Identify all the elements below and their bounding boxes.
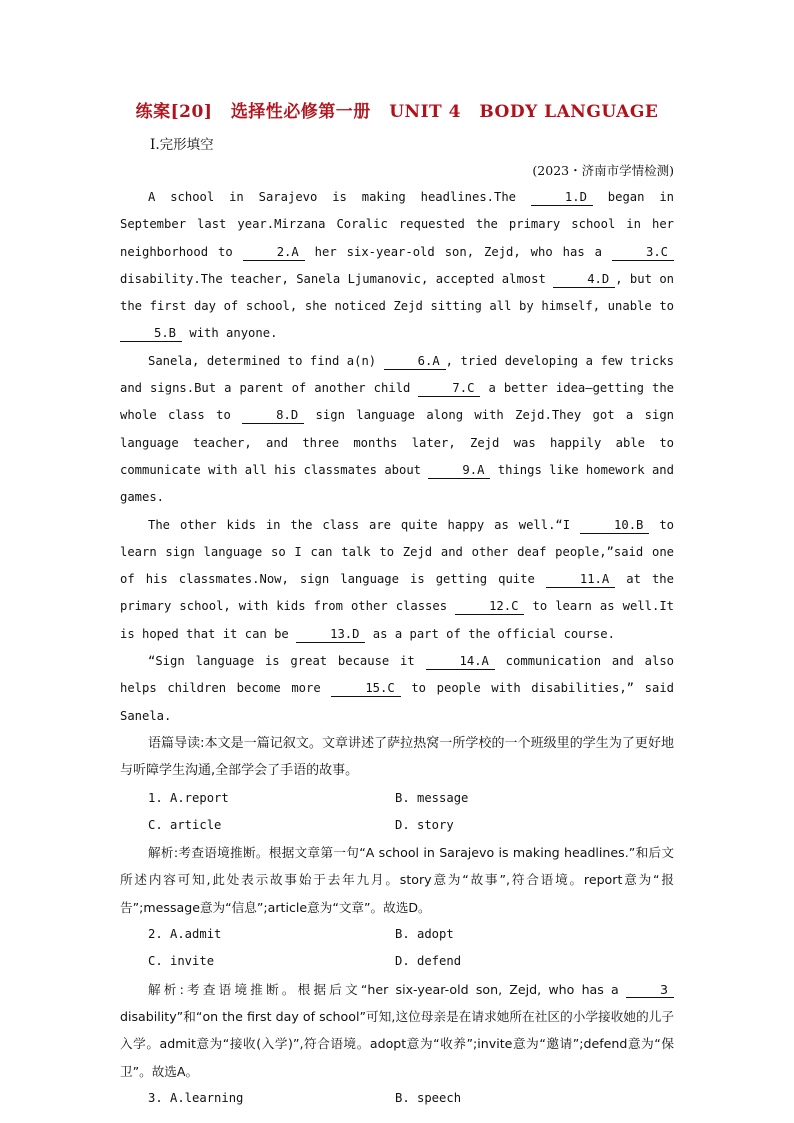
title-number: 练案[20] (135, 102, 213, 122)
reading-guide: 语篇导读:本文是一篇记叙文。文章讲述了萨拉热窝一所学校的一个班级里的学生为了更好地与听障学生沟通,全部学会了手语的故事。 (120, 735, 674, 779)
option-2b: B. adopt (395, 927, 454, 942)
answer-blank-8: 8.D (242, 408, 304, 424)
answer-blank-4: 4.D (553, 272, 615, 288)
title-topic: BODY LANGUAGE (479, 102, 659, 122)
answer-blank-1: 1.D (531, 190, 593, 206)
passage-paragraph-4: “Sign language is great because it 14.A communication and also helps children become more 15.C to people with disabilities,” said Sanela. (120, 654, 675, 723)
answer-blank-7: 7.C (418, 381, 480, 397)
option-2d: D. defend (395, 954, 462, 969)
option-1d: D. story (395, 817, 454, 832)
answer-blank-15: 15.C (331, 681, 400, 697)
question-3-options-row1 (120, 1085, 674, 1112)
analysis-blank: 3 (626, 982, 674, 998)
title-book: 选择性必修第一册 (230, 102, 371, 122)
option-2a: 2. A.admit (148, 927, 222, 942)
answer-blank-6: 6.A (384, 354, 446, 370)
question-1-analysis: 解析:考查语境推断。根据文章第一句“A school in Sarajevo is making headlines.”和后文所述内容可知,此处表示故事始于去年九月。story意为“故事”,符合语境。report意为“报告”;message意为“信息”;article意为“文章”。故选D。 (120, 845, 674, 915)
question-2-analysis: 解析:考查语境推断。根据后文“her six-year-old son, Zejd, who has a 3 disability”和“on the first day of school”可知,这位母亲是在请求她所在社区的小学接收她的儿子入学。admit意为“接收(入学)”,符合语境。adopt意为“收养”;invite意为“邀请”;defend意为“保卫”。故选A。 (120, 981, 674, 1079)
passage-paragraph-2: Sanela, determined to find a(n) 6.A , tried developing a few tricks and signs.But a parent of another child 7.C a better idea—getting the whole class to 8.D sign language along with Zejd.They got a sign language teacher, and three months later, Zejd was happily able to communicate with all his classmates about 9.A things like homework and games. (120, 353, 674, 505)
question-1-options-row1 (120, 785, 674, 812)
answer-blank-2: 2.A (243, 245, 305, 261)
option-1b: B. message (395, 790, 469, 805)
answer-blank-3: 3.C (612, 245, 674, 261)
question-1-options-row2 (120, 812, 674, 839)
option-3a: 3. A.learning (148, 1090, 244, 1105)
passage-paragraph-1: A school in Sarajevo is making headlines.The 1.D began in September last year.Mirzana Coralic requested the primary school in her neighborhood to 2.A her six-year-old son, Zejd, who has a 3.C disability.The teacher, Sanela Ljumanovic, accepted almost 4.D , but on the first day of school, she noticed Zejd sitting all by himself, unable to 5.B with anyone. (120, 190, 674, 341)
answer-blank-5: 5.B (120, 326, 182, 342)
answer-blank-12: 12.C (455, 599, 524, 615)
question-2-options-row1 (120, 921, 674, 948)
answer-blank-13: 13.D (296, 627, 365, 643)
option-1c: C. article (148, 817, 222, 832)
option-2c: C. invite (148, 954, 215, 969)
document-body (120, 184, 674, 1112)
page-title (0, 97, 794, 122)
option-3b: B. speech (395, 1090, 462, 1105)
passage-paragraph-3: The other kids in the class are quite happy as well.“I 10.B to learn sign language so I can talk to Zejd and other deaf people,”said one of his classmates.Now, sign language is getting quite 11.A at the primary school, with kids from other classes 12.C to learn as well.It is hoped that it can be 13.D as a part of the official course. (120, 517, 675, 641)
title-unit: UNIT 4 (389, 102, 461, 122)
answer-blank-11: 11.A (546, 572, 615, 588)
section-label: Ⅰ.完形填空 (150, 137, 214, 153)
source-note: (2023・济南市学情检测) (532, 163, 674, 178)
answer-blank-9: 9.A (428, 463, 490, 479)
answer-blank-14: 14.A (426, 654, 495, 670)
option-1a: 1. A.report (148, 790, 229, 805)
answer-blank-10: 10.B (580, 518, 649, 534)
question-2-options-row2 (120, 948, 674, 975)
